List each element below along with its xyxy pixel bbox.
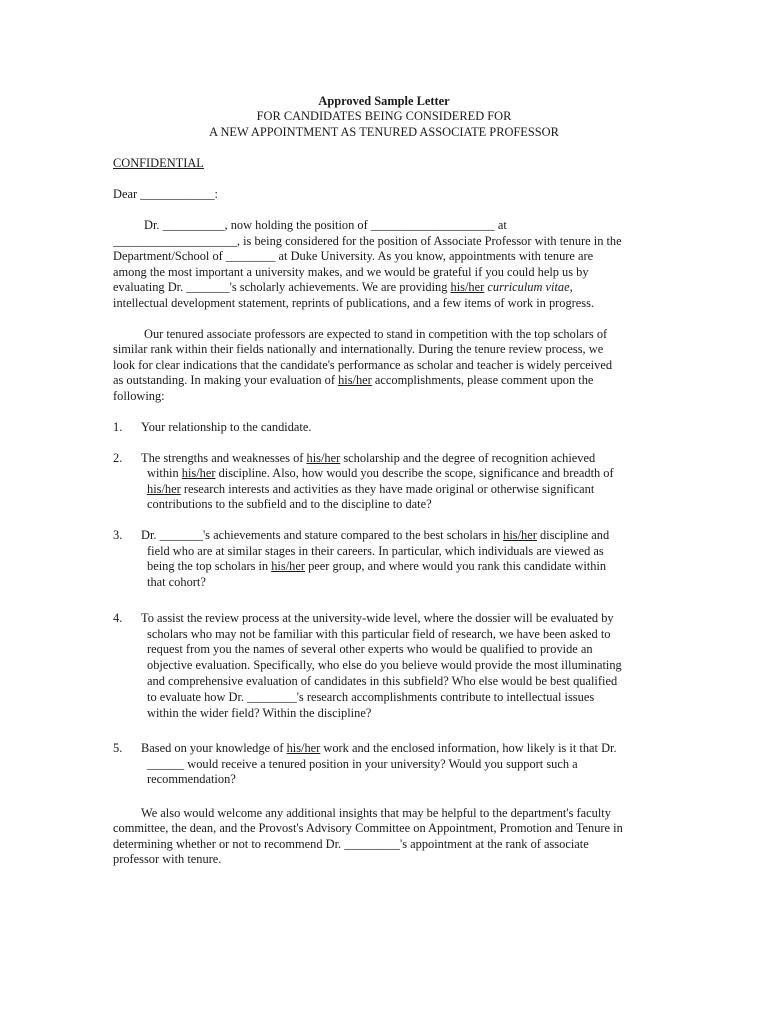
item-2-number: 2. (113, 451, 123, 465)
item-4-line-3: request from you the names of several other experts who would be qualified to provide an (147, 642, 593, 656)
para3-line-2: committee, the dean, and the Provost's Advisory Committee on Appointment, Promotion and Tenure in (113, 821, 623, 835)
letter-subtitle-1: FOR CANDIDATES BEING CONSIDERED FOR (256, 109, 512, 123)
para2-line-4: as outstanding. In making your evaluation of his/her accomplishments, please comment upon the (113, 373, 594, 387)
item-2-line-4: contributions to the subfield and to the discipline to date? (147, 497, 432, 511)
item-3-line-4: that cohort? (147, 575, 206, 589)
para1-line-2: ____________________, is being considered for the position of Associate Professor with tenure in the (113, 234, 622, 248)
item-1-line-1: Your relationship to the candidate. (141, 420, 312, 434)
item-5-number: 5. (113, 741, 123, 755)
para1-line-3: Department/School of ________ at Duke University. As you know, appointments with tenure are (113, 249, 594, 263)
item-4-number: 4. (113, 611, 123, 625)
item-4-line-2: scholars who may not be familiar with this particular field of research, we have been asked to (147, 627, 611, 641)
item-4-line-6: to evaluate how Dr. ________'s research accomplishments contribute to intellectual issues (147, 690, 595, 704)
item-2-line-1: The strengths and weaknesses of his/her scholarship and the degree of recognition achieved (141, 451, 596, 465)
item-4-line-5: and comprehensive evaluation of candidates in this subfield? Who else would be best qualified (147, 674, 618, 688)
item-4-line-4: objective evaluation. Specifically, who else do you believe would provide the most illuminating (147, 658, 622, 672)
item-3-number: 3. (113, 528, 123, 542)
para2-line-3: look for clear indications that the candidate's performance as scholar and teacher is widely perceived (113, 358, 613, 372)
letter-subtitle-2: A NEW APPOINTMENT AS TENURED ASSOCIATE PROFESSOR (209, 125, 559, 139)
para2-line-5: following: (113, 389, 165, 403)
para3-line-4: professor with tenure. (113, 852, 222, 866)
letter-title: Approved Sample Letter (318, 94, 450, 108)
para1-line-5: evaluating Dr. _______'s scholarly achievements. We are providing his/her curriculum vitae, (113, 280, 573, 294)
para3-line-3: determining whether or not to recommend Dr. _________'s appointment at the rank of associate (113, 837, 589, 851)
item-5-line-2: ______ would receive a tenured position in your university? Would you support such a (147, 757, 578, 771)
para1-line-1: Dr. __________, now holding the position of ____________________ at (144, 218, 507, 232)
para2-line-1: Our tenured associate professors are expected to stand in competition with the top scholars of (144, 327, 608, 341)
item-4-line-1: To assist the review process at the university-wide level, where the dossier will be evaluated by (141, 611, 614, 625)
para2-line-2: similar rank within their fields nationally and internationally. During the tenure review process, we (113, 342, 604, 356)
item-1-number: 1. (113, 420, 123, 434)
item-3-line-2: field who are at similar stages in their careers. In particular, which individuals are viewed as (147, 544, 604, 558)
confidential-label: CONFIDENTIAL (113, 156, 204, 170)
para1-line-4: among the most important a university makes, and we would be grateful if you could help us by (113, 265, 589, 279)
item-3-line-3: being the top scholars in his/her peer group, and where would you rank this candidate within (147, 559, 607, 573)
item-2-line-3: his/her research interests and activities as they have made original or otherwise significant (147, 482, 595, 496)
item-3-line-1: Dr. _______'s achievements and stature compared to the best scholars in his/her discipline and (141, 528, 610, 542)
para3-line-1: We also would welcome any additional insights that may be helpful to the department's faculty (141, 806, 611, 820)
para1-line-6: intellectual development statement, reprints of publications, and a few items of work in progress. (113, 296, 595, 310)
item-4-line-7: within the wider field? Within the discipline? (147, 706, 372, 720)
salutation: Dear ____________: (113, 187, 218, 201)
item-2-line-2: within his/her discipline. Also, how would you describe the scope, significance and breadth of (147, 466, 614, 480)
item-5-line-1: Based on your knowledge of his/her work and the enclosed information, how likely is it that Dr. (141, 741, 617, 755)
item-5-line-3: recommendation? (147, 772, 236, 786)
